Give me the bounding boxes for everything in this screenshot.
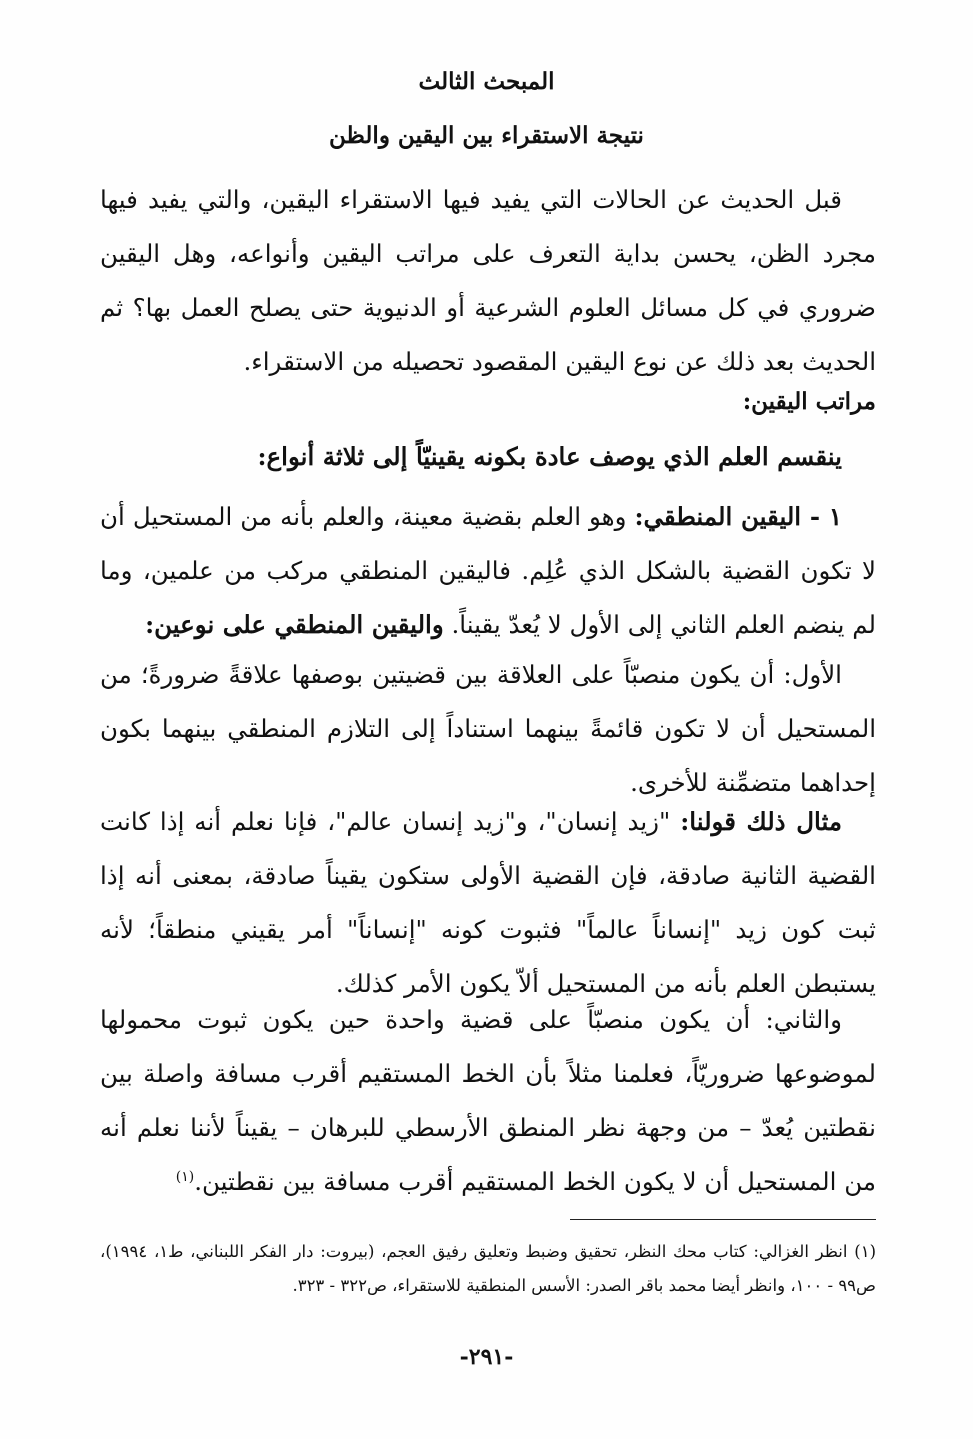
first-type-text: أن يكون منصبّاً على العلاقة بين قضيتين بوصفها علاقةً ضرورةً؛ من المستحيل أن لا تكون قائمةً بينهما استناداً إلى التلازم المنطقي بينهما بكون إحداهما متضمِّنة للأخرى. [100, 660, 876, 797]
types-paragraph-text: ينقسم العلم الذي يوصف عادة بكونه يقينيّاً إلى ثلاثة أنواع: [257, 442, 842, 471]
example-text: "زيد إنسان"، و"زيد إنسان عالم"، فإنا نعلم أنه إذا كانت القضية الثانية صادقة، فإن القضية الأولى ستكون يقيناً صادقة، بمعنى أنه إذا ثبت كون زيد "إنساناً عالماً" فثبوت كونه "إنساناً" أمر يقيني منطقاً؛ لأنه يستبطن العلم بأنه من المستحيل ألاّ يكون الأمر كذلك. [100, 807, 876, 998]
intro-paragraph-text: قبل الحديث عن الحالات التي يفيد فيها الاستقراء اليقين، والتي يفيد فيها مجرد الظن، يحسن بداية التعرف على مراتب اليقين وأنواعه، وهل اليقين ضروري في كل مسائل العلوم الشرعية أو الدنيوية حتى يصلح العمل بها؟ ثم الحديث بعد ذلك عن نوع اليقين المقصود تحصيله من الاستقراء. [100, 185, 876, 376]
example-paragraph [100, 795, 876, 1011]
page-number: -٢٩١- [459, 1344, 514, 1370]
second-type-paragraph [100, 993, 876, 1209]
item-logical-certainty [100, 490, 876, 652]
types-paragraph [100, 430, 876, 484]
section-title: نتيجة الاستقراء بين اليقين والظن [329, 122, 644, 149]
footnote-reference: (١) [175, 1168, 195, 1185]
example-label: مثال ذلك قولنا: [680, 807, 842, 836]
first-type-paragraph [100, 648, 876, 810]
intro-paragraph [100, 173, 876, 389]
footnote-divider [570, 1219, 876, 1220]
item-logical-certainty-text: وهو العلم بقضية معينة، والعلم بأنه من المستحيل أن لا تكون القضية بالشكل الذي عُلِم. فاليقين المنطقي مركب من علمين، وما لم ينضم العلم الثاني إلى الأول لا يُعدّ يقيناً. [100, 502, 876, 639]
subheading-levels-of-certainty: مراتب اليقين: [742, 388, 876, 415]
item-logical-certainty-label: ١ - اليقين المنطقي: [634, 502, 842, 531]
second-type-label: والثاني: [765, 1005, 842, 1034]
second-type-text: أن يكون منصبّاً على قضية واحدة حين يكون ثبوت محمولها لموضوعها ضروريّاً، فعلمنا مثلاً بأن الخط المستقيم أقرب مسافة واصلة بين نقطتين يُعدّ – من وجهة نظر المنطق الأرسطي للبرهان – يقيناً لأننا نعلم أنه من المستحيل أن لا يكون الخط المستقيم أقرب مسافة بين نقطتين. [100, 1005, 876, 1196]
footnote-1: (١) انظر الغزالي: كتاب محك النظر، تحقيق وضبط وتعليق رفيق العجم، (بيروت: دار الفكر اللبناني، ط١، ١٩٩٤)، ص٩٩ - ١٠٠، وانظر أيضا محمد باقر الصدر: الأسس المنطقية للاستقراء، ص٣٢٢ - ٣٢٣. [100, 1242, 876, 1295]
item-logical-certainty-tail: واليقين المنطقي على نوعين: [145, 610, 444, 639]
first-type-label: الأول: [783, 660, 842, 689]
chapter-title: المبحث الثالث [418, 68, 555, 95]
